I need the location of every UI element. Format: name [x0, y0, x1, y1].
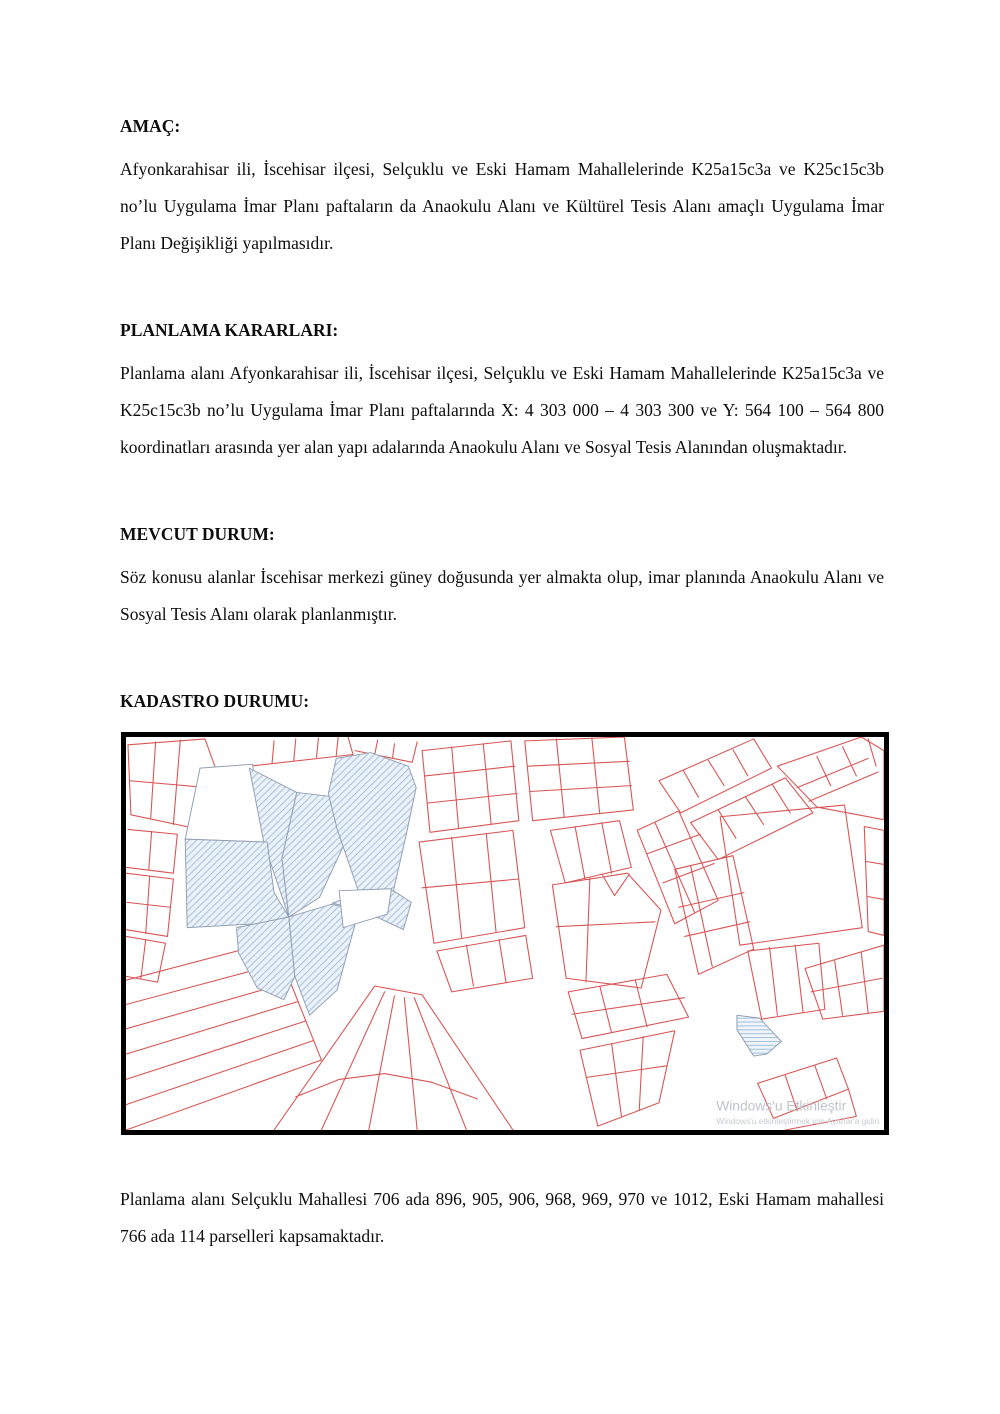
closing-paragraph: Planlama alanı Selçuklu Mahallesi 706 ada 896, 905, 906, 968, 969, 970 ve 1012, Eski Hamam mahallesi 766 ada 114 parselleri kapsamaktadır. — [120, 1189, 884, 1246]
section-amac — [120, 108, 884, 262]
watermark-line1: Windows'u Etkinleştir — [716, 1098, 847, 1114]
highlight-parcel — [328, 753, 416, 893]
cadastral-map — [121, 732, 889, 1135]
white-parcel-notch-right — [339, 889, 391, 928]
watermark-line2: Windows'u etkinleştirmek için Ayarlar'a gidin — [716, 1116, 880, 1127]
section-heading: KADASTRO DURUMU: — [120, 691, 310, 711]
section-paragraph: Söz konusu alanlar İscehisar merkezi güney doğusunda yer almakta olup, imar planında Anaokulu Alanı ve Sosyal Tesis Alanı olarak planlanmıştır. — [120, 567, 884, 624]
section-heading: AMAÇ: — [120, 116, 181, 136]
section-paragraph: Afyonkarahisar ili, İscehisar ilçesi, Selçuklu ve Eski Hamam Mahallelerinde K25a15c3a ve K25c15c3b no’lu Uygulama İmar Planı paftaların da Anaokulu Alanı ve Kültürel Tesis Alanı amaçlı Uygulama İmar Planı Değişikliği yapılmasıdır. — [120, 159, 884, 253]
highlight-parcel-small — [737, 1015, 781, 1056]
section-mevcut-durum — [120, 516, 884, 633]
section-planlama-kararlari — [120, 312, 884, 466]
section-heading: PLANLAMA KARARLARI: — [120, 320, 339, 340]
section-paragraph: Planlama alanı Afyonkarahisar ili, İscehisar ilçesi, Selçuklu ve Eski Hamam Mahallelerinde K25a15c3a ve K25c15c3b no’lu Uygulama İmar Planı paftalarında X: 4 303 000 – 4 303 300 ve Y: 564 100 – 564 800 koordinatları arasında yer alan yapı adalarında Anaokulu Alanı ve Sosyal Tesis Alanından oluşmaktadır. — [120, 363, 884, 457]
section-heading: MEVCUT DURUM: — [120, 524, 275, 544]
highlight-parcel — [237, 917, 295, 1000]
cadastral-map-svg — [126, 737, 884, 1130]
section-kadastro-durumu — [120, 683, 884, 1135]
